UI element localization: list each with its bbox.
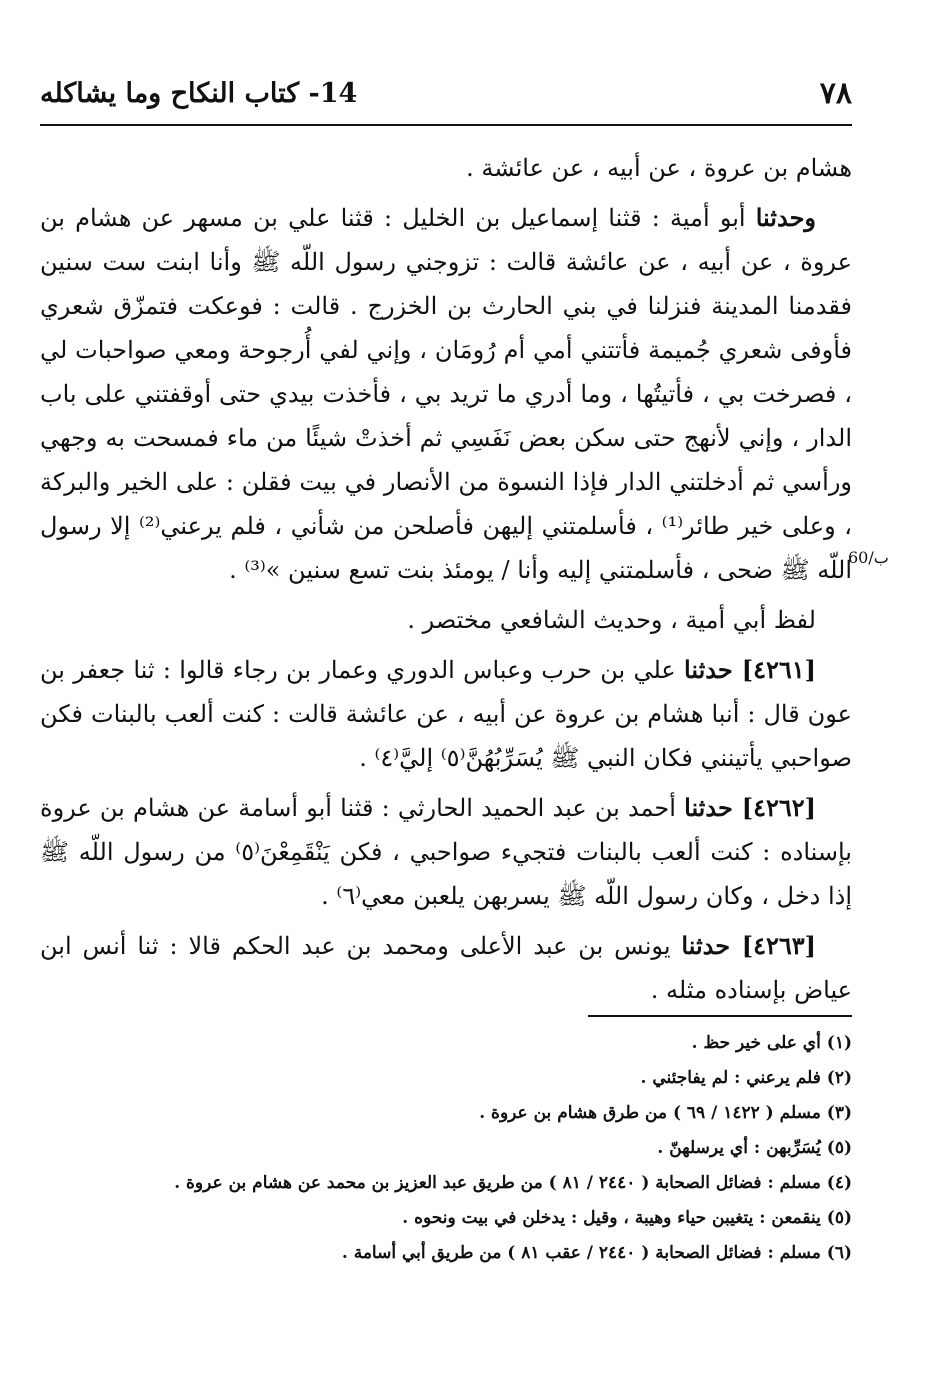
hadith-4261-text: علي بن حرب وعباس الدوري وعمار بن رجاء قالوا : ثنا جعفر بن عون قال : أنبا هشام بن عروة عن أبيه ، عن عائشة قالت : كنت ألعب بالبنات فكن صواحبي يأتينني فكان النبي ﷺ يُسَرِّبُهُنَّ⁽٥⁾ إليَّ⁽٤⁾ . bbox=[40, 656, 852, 772]
footnote: (٢) فلم يرعني : لم يفاجئني . bbox=[640, 1068, 852, 1088]
page-header bbox=[40, 68, 852, 118]
running-title: 14- كتاب النكاح وما يشاكله bbox=[40, 78, 358, 109]
hadith-4263-text: يونس بن عبد الأعلى ومحمد بن عبد الحكم قالا : ثنا أنس ابن عياض بإسناده مثله . bbox=[40, 932, 852, 1004]
hadith-4261-lead: [٤٢٦١] حدثنا bbox=[684, 655, 816, 684]
paragraph-2-text: أبو أمية : قثنا إسماعيل بن الخليل : قثنا علي بن مسهر عن هشام بن عروة ، عن أبيه ، عن عائشة قالت : تزوجني رسول اللّه ﷺ وأنا ابنت ست سنين فقدمنا المدينة فنزلنا في بني الحارث بن الخزرج . قالت : فوعكت فتمزّق شعري فأوفى شعري جُميمة فأتتني أمي أم رُومَان ، وإني لفي أُرجوحة ومعي صواحبات لي ، فصرخت بي ، فأتيتُها ، وما أدري ما تريد بي ، فأخذت بيدي حتى أوقفتني على باب الدار ، وإني لأنهج حتى سكن بعض نَفَسِي ثم أخذتْ شيئًا من ماء فمسحت به وجهي ورأسي ثم أدخلتني الدار فإذا النسوة من الأنصار في بيت فقلن : على الخير والبركة ، وعلى خير طائر⁽¹⁾ ، فأسلمتني إليهن فأصلحن من شأني ، فلم يرعني⁽²⁾ إلا رسول اللّه ﷺ ضحى ، فأسلمتني إليه وأنا / يومئذ بنت تسع سنين »⁽³⁾ . bbox=[40, 204, 853, 584]
footnote: (٤) مسلم : فضائل الصحابة ( ٢٤٤٠ / ٨١ ) من طريق عبد العزيز بن محمد عن هشام بن عروة . bbox=[174, 1173, 852, 1193]
main-text bbox=[40, 146, 852, 1018]
paragraph-1 bbox=[40, 146, 852, 190]
paragraph-1-text: هشام بن عروة ، عن أبيه ، عن عائشة . bbox=[466, 154, 852, 182]
hadith-4262-text: أحمد بن عبد الحميد الحارثي : قثنا أبو أسامة عن هشام بن عروة بإسناده : كنت ألعب بالبنات فتجيء صواحبي ، فكن يَنْقَمِعْنَ⁽٥⁾ من رسول اللّه ﷺ إذا دخل ، وكان رسول اللّه ﷺ يسربهن يلعبن معي⁽٦⁾ . bbox=[40, 794, 852, 910]
footnote: (٥) ينقمعن : يتغيبن حياء وهيبة ، وقيل : يدخلن في بيت ونحوه . bbox=[402, 1208, 852, 1228]
page-number: ٧٨ bbox=[819, 76, 852, 111]
hadith-4263 bbox=[40, 924, 852, 1012]
footnote: (٥) يُسَرِّبهن : أي يرسلهنّ . bbox=[657, 1138, 852, 1158]
footnote: (٣) مسلم ( ١٤٢٢ / ٦٩ ) من طرق هشام بن عروة . bbox=[479, 1103, 852, 1123]
header-divider bbox=[40, 124, 852, 126]
paragraph-2 bbox=[40, 196, 852, 592]
footnotes bbox=[40, 1026, 852, 1271]
footnote: (١) أي على خير حظ . bbox=[691, 1033, 852, 1053]
hadith-4262-lead: [٤٢٦٢] حدثنا bbox=[684, 793, 816, 822]
paragraph-2-lead: وحدثنا bbox=[755, 203, 816, 232]
paragraph-3-text: لفظ أبي أمية ، وحديث الشافعي مختصر . bbox=[407, 606, 816, 634]
paragraph-3 bbox=[40, 598, 852, 642]
footnote: (٦) مسلم : فضائل الصحابة ( ٢٤٤٠ / عقب ٨١ ) من طريق أبي أسامة . bbox=[341, 1243, 852, 1263]
hadith-4262 bbox=[40, 786, 852, 918]
margin-note: 60/ب bbox=[848, 548, 889, 567]
footnote-divider bbox=[588, 1015, 852, 1017]
hadith-4263-lead: [٤٢٦٣] حدثنا bbox=[681, 931, 816, 960]
hadith-4261 bbox=[40, 648, 852, 780]
